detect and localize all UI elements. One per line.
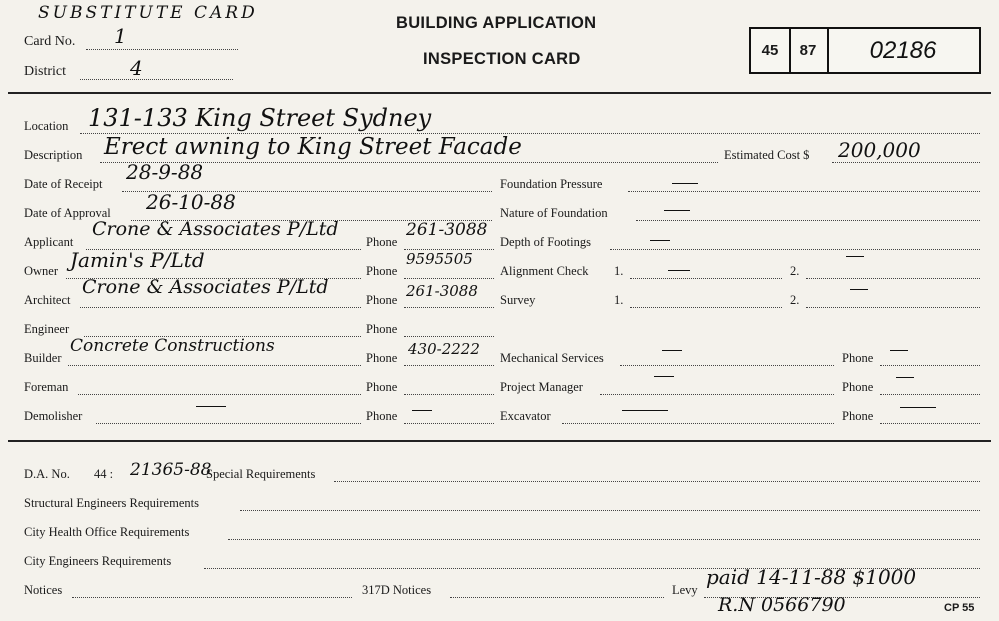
foreman-label: Foreman	[24, 380, 69, 394]
district-label: District	[24, 64, 66, 79]
applicant-label: Applicant	[24, 235, 74, 249]
location-value: 131-133 King Street Sydney	[88, 104, 432, 132]
engineer-phone-label: Phone	[366, 322, 398, 336]
description-label: Description	[24, 148, 83, 162]
notices-label: Notices	[24, 583, 63, 597]
estimated-cost-value: 200,000	[838, 138, 921, 162]
city-health-label: City Health Office Requirements	[24, 525, 190, 539]
builder-phone-label: Phone	[366, 351, 398, 365]
architect-value: Crone & Associates P/Ltd	[82, 276, 329, 298]
architect-label: Architect	[24, 293, 71, 307]
excavator-phone-label: Phone	[842, 409, 874, 423]
file-box-cell-1: 45	[751, 29, 791, 72]
notices-317d-label: 317D Notices	[362, 583, 432, 597]
date-of-approval-value: 26-10-88	[146, 190, 236, 214]
mechanical-services-phone-label: Phone	[842, 351, 874, 365]
substitute-card-note: SUBSTITUTE CARD	[38, 3, 258, 23]
levy-value: paid 14-11-88 $1000	[706, 565, 917, 589]
engineer-label: Engineer	[24, 322, 70, 336]
structural-engineers-label: Structural Engineers Requirements	[24, 496, 199, 510]
owner-phone-label: Phone	[366, 264, 398, 278]
estimated-cost-label: Estimated Cost $	[724, 148, 810, 162]
survey-1-label: 1.	[614, 293, 624, 307]
file-box-cell-2: 87	[789, 29, 829, 72]
alignment-check-1-label: 1.	[614, 264, 624, 278]
architect-phone-value: 261-3088	[406, 282, 478, 300]
da-prefix: 44 :	[94, 467, 114, 481]
architect-phone-label: Phone	[366, 293, 398, 307]
project-manager-label: Project Manager	[500, 380, 583, 394]
alignment-check-2-label: 2.	[790, 264, 800, 278]
location-label: Location	[24, 119, 69, 133]
title-inspection-card: INSPECTION CARD	[423, 50, 581, 68]
depth-of-footings-label: Depth of Footings	[500, 235, 591, 249]
owner-value: Jamin's P/Ltd	[70, 248, 205, 272]
alignment-check-label: Alignment Check	[500, 264, 589, 278]
applicant-phone-value: 261-3088	[406, 220, 488, 240]
foreman-phone-label: Phone	[366, 380, 398, 394]
applicant-value: Crone & Associates P/Ltd	[92, 218, 339, 240]
da-number-value: 21365-88	[130, 460, 212, 480]
title-building-application: BUILDING APPLICATION	[396, 14, 597, 32]
card-no-value: 1	[114, 24, 127, 48]
owner-label: Owner	[24, 264, 59, 278]
da-no-label: D.A. No.	[24, 467, 70, 481]
date-of-approval-label: Date of Approval	[24, 206, 111, 220]
date-of-receipt-label: Date of Receipt	[24, 177, 103, 191]
receipt-number-value: R.N 0566790	[718, 594, 846, 616]
survey-2-label: 2.	[790, 293, 800, 307]
builder-phone-value: 430-2222	[408, 340, 480, 358]
demolisher-label: Demolisher	[24, 409, 83, 423]
excavator-label: Excavator	[500, 409, 551, 423]
description-value: Erect awning to King Street Facade	[104, 134, 522, 160]
demolisher-phone-label: Phone	[366, 409, 398, 423]
project-manager-phone-label: Phone	[842, 380, 874, 394]
applicant-phone-label: Phone	[366, 235, 398, 249]
card-no-label: Card No.	[24, 34, 76, 49]
builder-value: Concrete Constructions	[70, 336, 275, 356]
levy-label: Levy	[672, 583, 698, 597]
form-code: CP 55	[944, 602, 975, 614]
date-of-receipt-value: 28-9-88	[126, 160, 204, 184]
city-engineers-label: City Engineers Requirements	[24, 554, 172, 568]
owner-phone-value: 9595505	[406, 250, 473, 268]
builder-label: Builder	[24, 351, 62, 365]
special-requirements-label: Special Requirements	[206, 467, 316, 481]
nature-of-foundation-label: Nature of Foundation	[500, 206, 608, 220]
foundation-pressure-label: Foundation Pressure	[500, 177, 603, 191]
district-value: 4	[130, 56, 143, 80]
file-number-box	[749, 27, 981, 74]
mechanical-services-label: Mechanical Services	[500, 351, 604, 365]
survey-label: Survey	[500, 293, 536, 307]
file-box-cell-3: 02186	[869, 36, 937, 64]
